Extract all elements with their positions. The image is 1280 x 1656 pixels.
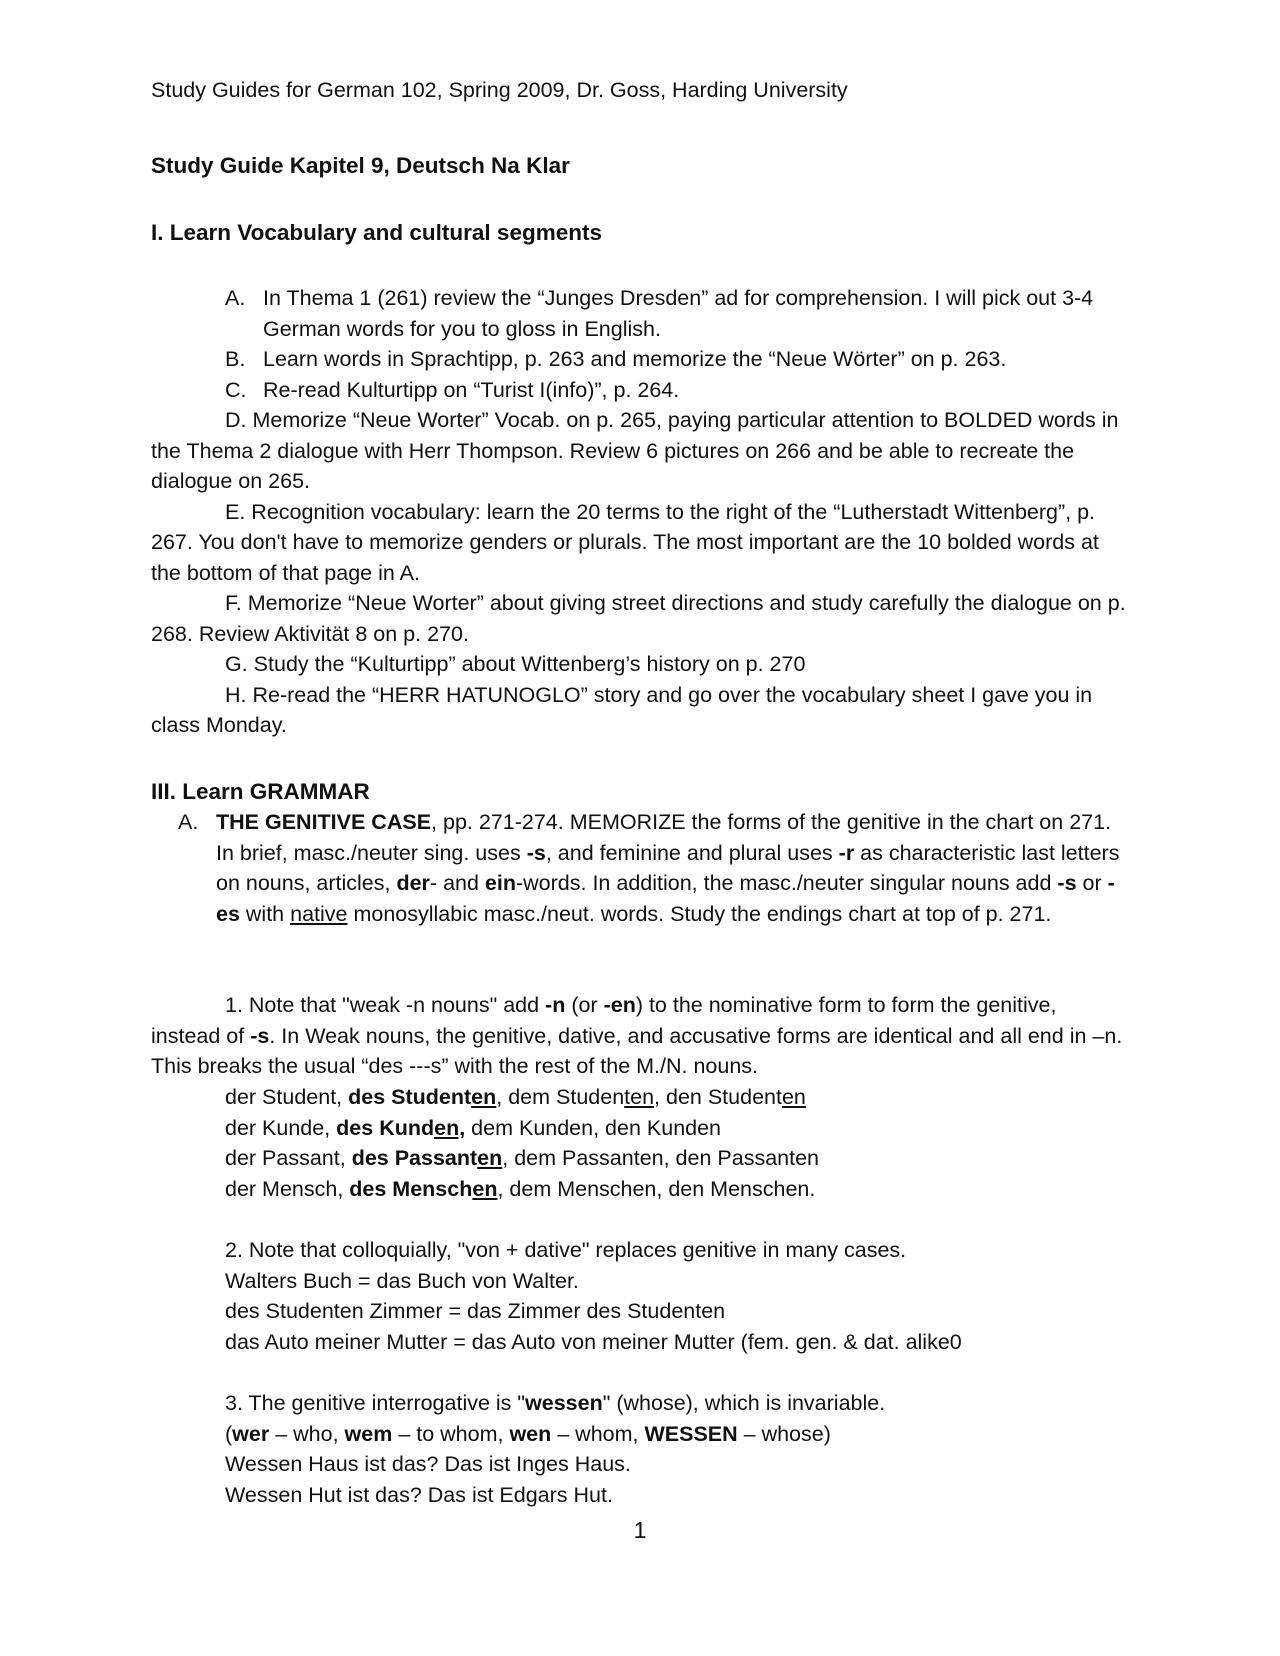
list-item-c: C. Re-read Kulturtipp on “Turist I(info)”, p. 264. (225, 377, 680, 402)
weak-noun-row: der Student, des Studenten, dem Studenten, den Studenten (225, 1085, 806, 1109)
paragraph-f: F. Memorize “Neue Worter” about giving street directions and study carefully the dialogue on p. 268. Review Aktivität 8 on p. 270. (151, 591, 1126, 646)
weak-noun-row: der Mensch, des Menschen, dem Menschen, den Menschen. (225, 1176, 816, 1201)
page-header: Study Guides for German 102, Spring 2009, Dr. Goss, Harding University (151, 78, 848, 102)
grammar-item-a: A. THE GENITIVE CASE, pp. 271-274. MEMORIZE the forms of the genitive in the chart on 271. In brief, masc./neuter sing. uses -s, and feminine and plural uses -r as characteristic last letters on nouns, articles, der- and ein-words. In addition, the masc./neuter singular nouns add -s or -es with native monosyllabic masc./neut. words. Study the endings chart at top of p. 271. (178, 810, 1120, 926)
paragraph-h: H. Re-read the “HERR HATUNOGLO” story and go over the vocabulary sheet I gave you in class Monday. (151, 682, 1093, 737)
section-1-heading: I. Learn Vocabulary and cultural segments (151, 220, 602, 245)
weak-noun-row: der Passant, des Passanten, dem Passanten, den Passanten (225, 1146, 820, 1170)
document-title: Study Guide Kapitel 9, Deutsch Na Klar (151, 153, 570, 178)
grammar-note-3: 3. The genitive interrogative is "wessen" (whose), which is invariable. (wer – who, wem – to whom, wen – whom, WESSEN – whose) Wessen Haus ist das? Das ist Inges Haus. Wessen Hut ist das? Das ist Edgars Hut. (225, 1391, 886, 1507)
weak-noun-examples (151, 1082, 1131, 1204)
grammar-note-2: 2. Note that colloquially, "von + dative" replaces genitive in many cases. Walters Buch = das Buch von Walter. des Studenten Zimmer = das Zimmer des Studenten das Auto meiner Mutter = das Auto von meiner Mutter (fem. gen. & dat. alike0 (225, 1238, 962, 1354)
paragraph-d: D. Memorize “Neue Worter” Vocab. on p. 265, paying particular attention to BOLDED words in the Thema 2 dialogue with Herr Thompson. Review 6 pictures on 266 and be able to recreate the dialogue on 265. (151, 408, 1119, 493)
paragraph-e: E. Recognition vocabulary: learn the 20 terms to the right of the “Lutherstadt Wittenberg”, p. 267. You don't have to memorize genders or plurals. The most important are the 10 bolded words at the bottom of that page in A. (151, 499, 1099, 585)
list-item-a: A. In Thema 1 (261) review the “Junges Dresden” ad for comprehension. I will pick out 3-4 German words for you to gloss in English. (225, 286, 1094, 341)
paragraph-g: G. Study the “Kulturtipp” about Wittenberg’s history on p. 270 (225, 652, 806, 676)
list-item-b: B. Learn words in Sprachtipp, p. 263 and memorize the “Neue Wörter” on p. 263. (225, 347, 1007, 371)
section-1-body (151, 283, 1131, 741)
weak-noun-row: der Kunde, des Kunden, dem Kunden, den Kunden (225, 1115, 722, 1140)
grammar-note-1: 1. Note that "weak -n nouns" add -n (or -en) to the nominative form to form the genitive, instead of -s. In Weak nouns, the genitive, dative, and accusative forms are identical and all end in –n. This breaks the usual “des ---s” with the rest of the M./N. nouns. (151, 993, 1123, 1078)
section-3-heading: III. Learn GRAMMAR (151, 779, 370, 804)
page-number: 1 (633, 1517, 647, 1543)
